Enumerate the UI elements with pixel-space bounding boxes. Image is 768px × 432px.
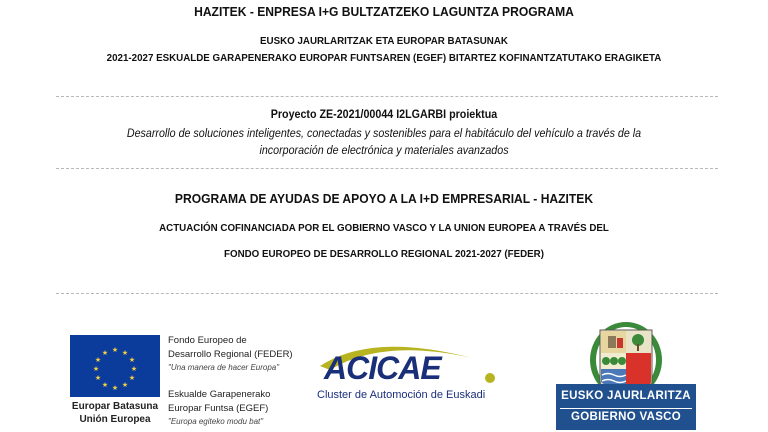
svg-text:★: ★	[101, 382, 109, 389]
svg-text:★: ★	[111, 347, 119, 354]
eu-caption-eu: Europar Batasuna	[71, 401, 159, 412]
svg-text:★: ★	[101, 350, 109, 357]
project-description-2: incorporación de electrónica y materiales avanzados	[259, 145, 509, 157]
gobierno-vasco-logo	[556, 320, 696, 430]
egef-line-2: Europar Funtsa (EGEF)	[168, 403, 269, 414]
svg-text:★: ★	[130, 366, 138, 373]
eu-flag-icon	[70, 335, 160, 397]
header-title: HAZITEK - ENPRESA I+G BULTZATZEKO LAGUNTZA PROGRAMA	[194, 4, 574, 19]
acicae-logo	[312, 336, 512, 411]
svg-text:★: ★	[121, 382, 129, 389]
program-line-2: FONDO EUROPEO DE DESARROLLO REGIONAL 2021-2027 (FEDER)	[224, 248, 544, 260]
program-line-1: ACTUACIÓN COFINANCIADA POR EL GOBIERNO VASCO Y LA UNION EUROPEA A TRAVÉS DEL	[159, 222, 609, 234]
feder-motto: "Una manera de hacer Europa"	[168, 363, 280, 372]
feder-line-2: Desarrollo Regional (FEDER)	[168, 349, 293, 360]
project-title: Proyecto ZE-2021/00044 I2LGARBI proiektua	[270, 109, 498, 121]
svg-text:★: ★	[128, 357, 136, 364]
divider	[56, 293, 718, 294]
project-description-1: Desarrollo de soluciones inteligentes, conectadas y sostenibles para el habitáculo del vehículo a través de la	[126, 128, 642, 140]
program-title: PROGRAMA DE AYUDAS DE APOYO A LA I+D EMPRESARIAL - HAZITEK	[174, 191, 594, 206]
svg-text:★: ★	[128, 375, 136, 382]
egef-motto: "Europa egiteko modu bat"	[168, 417, 264, 426]
feder-line-1: Fondo Europeo de	[168, 335, 247, 346]
svg-text:★: ★	[92, 366, 100, 373]
header-line-2: 2021-2027 ESKUALDE GARAPENERAKO EUROPAR FUNTSAREN (EGEF) BITARTEZ KOFINANTZATUTAKO ERAGIKETA	[106, 52, 662, 64]
egef-line-1: Eskualde Garapenerako	[168, 389, 271, 400]
divider	[56, 96, 718, 97]
divider	[56, 168, 718, 169]
gobierno-vasco-rule	[560, 408, 692, 409]
acicae-subtitle: Cluster de Automoción de Euskadi	[317, 389, 486, 401]
svg-text:★: ★	[111, 385, 119, 392]
svg-text:★: ★	[121, 350, 129, 357]
acicae-wordmark: ACICAE	[324, 350, 441, 386]
gobierno-vasco-line-1: EUSKO JAURLARITZA	[561, 390, 691, 402]
eu-caption-es: Unión Europea	[79, 414, 151, 425]
gobierno-vasco-line-2: GOBIERNO VASCO	[570, 411, 682, 423]
svg-text:★: ★	[94, 357, 102, 364]
svg-text:★: ★	[94, 375, 102, 382]
header-line-1: EUSKO JAURLARITZAK ETA EUROPAR BATASUNAK	[260, 35, 508, 47]
